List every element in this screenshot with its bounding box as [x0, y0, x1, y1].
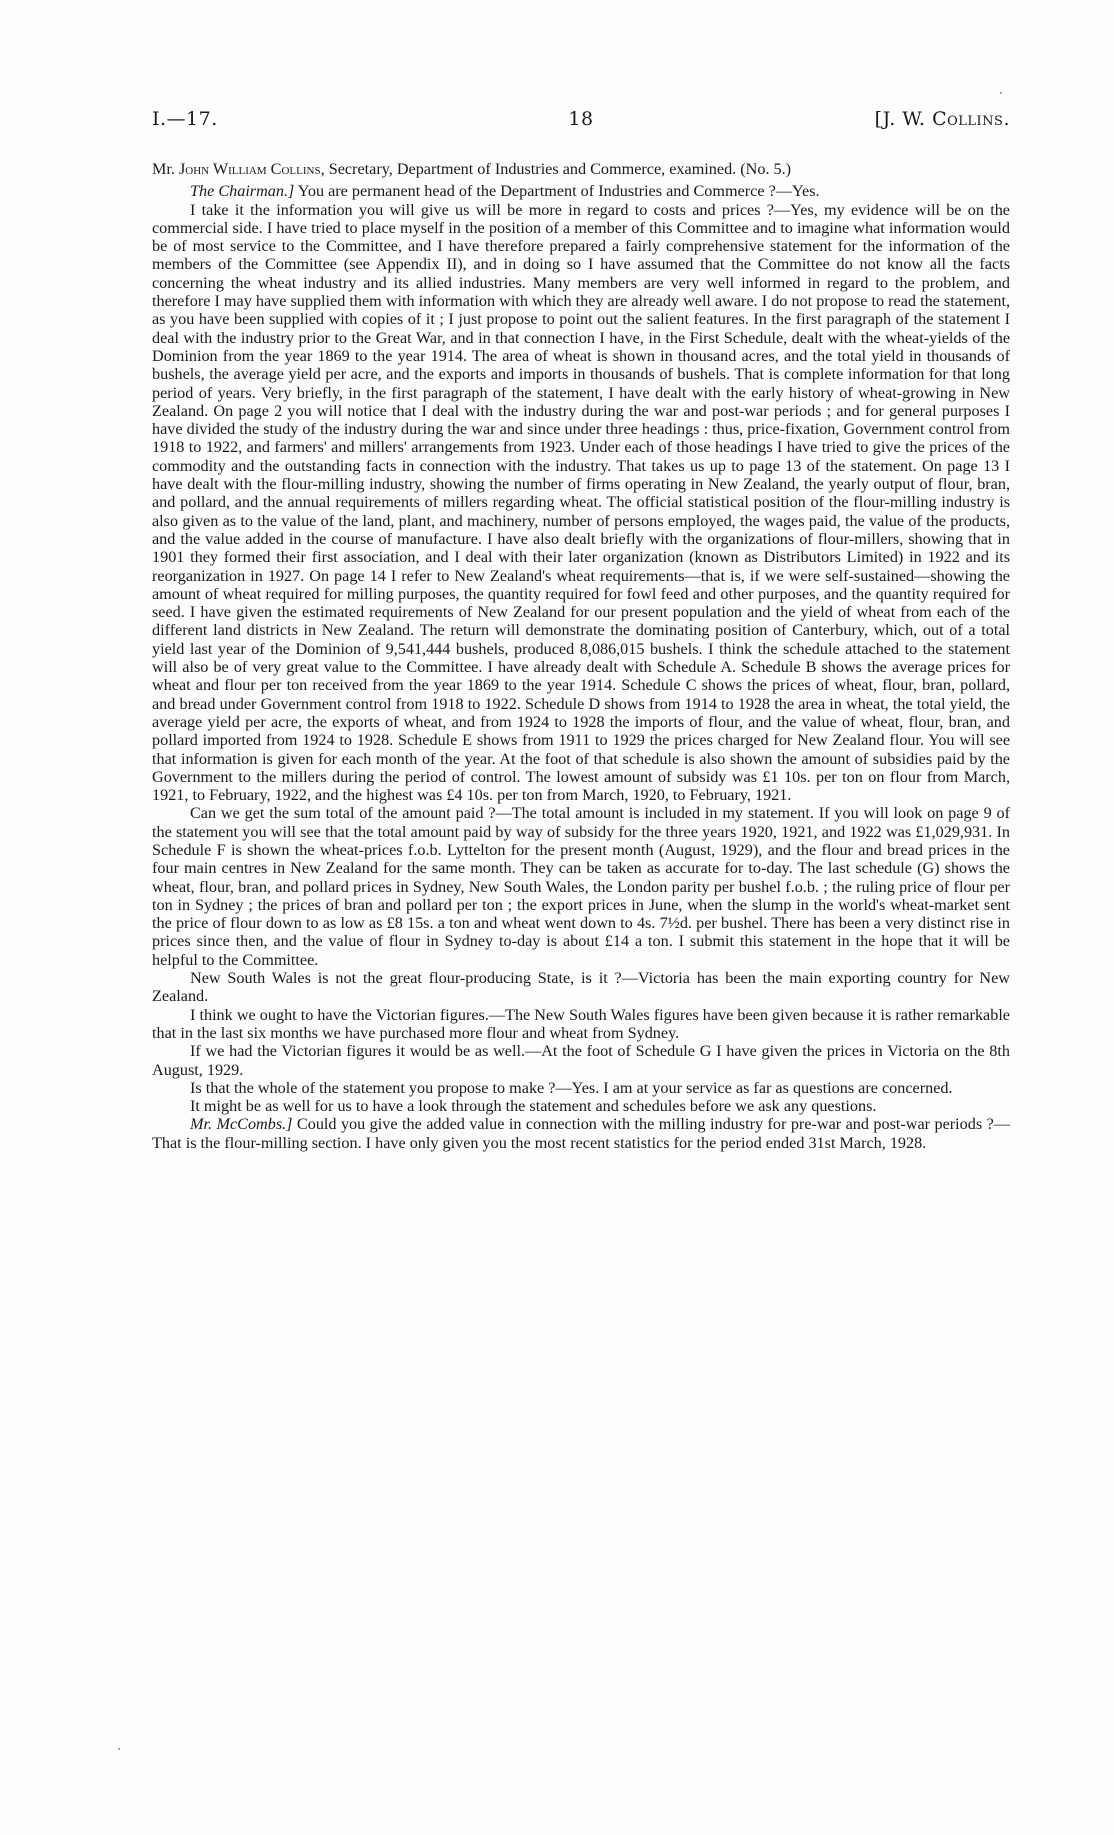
- page-header: [152, 108, 1010, 136]
- paragraph: [152, 969, 1010, 1006]
- paragraph-text: You are permanent head of the Department of Industries and Commerce ?—Yes.: [294, 182, 820, 201]
- paragraph: [152, 1097, 1010, 1115]
- paragraph: [152, 804, 1010, 969]
- paragraph: [152, 1042, 1010, 1079]
- witness-name: John William Collins: [178, 160, 321, 178]
- title-suffix: , Secretary, Department of Industries and Commerce, examined. (No. 5.): [320, 160, 792, 178]
- evidence-text: [152, 160, 1010, 1152]
- paragraph-text: If we had the Victorian figures it would be as well.—At the foot of Schedule G I have given the prices in Victoria on the 8th August, 1929.: [152, 1042, 1010, 1079]
- scan-speck: [118, 1748, 120, 1750]
- paper-reference: I.—17.: [152, 108, 218, 130]
- paragraph: [152, 182, 1010, 200]
- scan-speck: [1000, 92, 1002, 94]
- paragraph: [152, 201, 1010, 805]
- speaker: The Chairman.]: [190, 182, 295, 201]
- paragraph-text: Could you give the added value in connection with the milling industry for pre-war and post-war periods ?—That is the flour-milling section. I have only given you the most recent statistics for the period ended 31st March, 1928.: [152, 1115, 1010, 1152]
- witness-name-header: [J. W. Collins.: [874, 108, 1010, 130]
- paragraph-text: It might be as well for us to have a look through the statement and schedules before we ask any questions.: [190, 1097, 877, 1116]
- speaker: Mr. McCombs.]: [190, 1115, 293, 1134]
- paragraph-text: I think we ought to have the Victorian figures.—The New South Wales figures have been given because it is rather remarkable that in the last six months we have purchased more flour and wheat from Sydney.: [152, 1005, 1010, 1042]
- paragraph-text: Can we get the sum total of the amount paid ?—The total amount is included in my statement. If you will look on page 9 of the statement you will see that the total amount paid by way of subsidy for the three years 1920, 1921, and 1922 was £1,029,931. In Schedule F is shown the wheat-prices f.o.b. Lyttelton for the present month (August, 1929), and the flour and bread prices in the four main centres in New Zealand for the same month. They can be taken as accurate for to-day. The last schedule (G) shows the wheat, flour, bran, and pollard prices in Sydney, New South Wales, the London parity per bushel f.o.b. ; the ruling price of flour per ton in Sydney ; the prices of bran and pollard per ton ; the export prices in June, when the slump in the world's wheat-market sent the price of flour down to as low as £8 15s. a ton and wheat went down to 4s. 7½d. per bushel. There has been a very distinct rise in prices since then, and the value of flour in Sydney to-day is about £14 a ton. I submit this statement in the hope that it will be helpful to the Committee.: [152, 804, 1010, 969]
- title-prefix: Mr.: [152, 160, 179, 178]
- witness-title: [152, 160, 1010, 178]
- paragraph: [152, 1006, 1010, 1043]
- paragraph-text: Is that the whole of the statement you propose to make ?—Yes. I am at your service as far as questions are concerned.: [190, 1078, 953, 1097]
- paragraph: [152, 1115, 1010, 1152]
- page-number: 18: [568, 108, 594, 130]
- paragraph-text: New South Wales is not the great flour-producing State, is it ?—Victoria has been the main exporting country for New Zealand.: [152, 969, 1010, 1006]
- paragraph-text: I take it the information you will give us will be more in regard to costs and prices ?—Yes, my evidence will be on the commercial side. I have tried to place myself in the position of a member of this Committee and to imagine what information would be of most service to the Committee, and I have therefore prepared a fairly comprehensive statement for the information of the members of the Committee (see Appendix II), and in doing so I have assumed that the Committee do not know all the facts concerning the wheat industry and its allied industries. Many members are very well informed in regard to the problem, and therefore I may have supplied them with information with which they are already well aware. I do not propose to read the statement, as you have been supplied with copies of it ; I just propose to point out the salient features. In the first paragraph of the statement I deal with the industry prior to the Great War, and in that connection I have, in the First Schedule, dealt with the wheat-yields of the Dominion from the year 1869 to the year 1914. The area of wheat is shown in thousand acres, and the total yield in thousands of bushels, the average yield per acre, and the exports and imports in thousands of bushels. That is complete information for that long period of years. Very briefly, in the first paragraph of the statement, I have dealt with the early history of wheat-growing in New Zealand. On page 2 you will notice that I deal with the industry during the war and post-war periods ; and for general purposes I have divided the study of the industry during the war and since under three headings : thus, price-fixation, Government control from 1918 to 1922, and farmers' and millers' arrangements from 1923. Under each of those headings I have tried to give the prices of the commodity and the outstanding facts in connection with the industry. That takes us up to page 13 of the statement. On page 13 I have dealt with the flour-milling industry, showing the number of firms operating in New Zealand, the yearly output of flour, bran, and pollard, and the annual requirements of millers regarding wheat. The official statistical position of the flour-milling industry is also given as to the value of the land, plant, and machinery, number of persons employed, the wages paid, the value of the products, and the value added in the course of manufacture. I have also dealt briefly with the organizations of flour-millers, showing that in 1901 they formed their first association, and I deal with their later organization (known as Distributors Limited) in 1922 and its reorganization in 1927. On page 14 I refer to New Zealand's wheat requirements—that is, if we were self-sustained—showing the amount of wheat required for milling purposes, the quantity required for fowl feed and other purposes, and the quantity required for seed. I have given the estimated requirements of New Zealand for our present population and the yield of wheat from each of the different land districts in New Zealand. The return will demonstrate the dominating position of Canterbury, which, out of a total yield last year of the Dominion of 9,541,444 bushels, produced 8,086,015 bushels. I think the schedule attached to the statement will also be of very great value to the Committee. I have already dealt with Schedule A. Schedule B shows the average prices for wheat and flour per ton received from the year 1869 to the year 1914. Schedule C shows the prices of wheat, flour, bran, pollard, and bread under Government control from 1918 to 1922. Schedule D shows from 1914 to 1928 the area in wheat, the total yield, the average yield per acre, the exports of wheat, and from 1924 to 1928 the imports of flour, and the value of wheat, flour, bran, and pollard imported from 1924 to 1928. Schedule E shows from 1911 to 1929 the prices charged for New Zealand flour. You will see that information is given for each month of the year. At the foot of that schedule is also shown the amount of subsidies paid by the Government to the millers during the period of control. The lowest amount of subsidy was £1 10s. per ton on flour from March, 1921, to February, 1922, and the highest was £4 10s. per ton from March, 1920, to February, 1921.: [152, 200, 1010, 805]
- paragraph: [152, 1079, 1010, 1097]
